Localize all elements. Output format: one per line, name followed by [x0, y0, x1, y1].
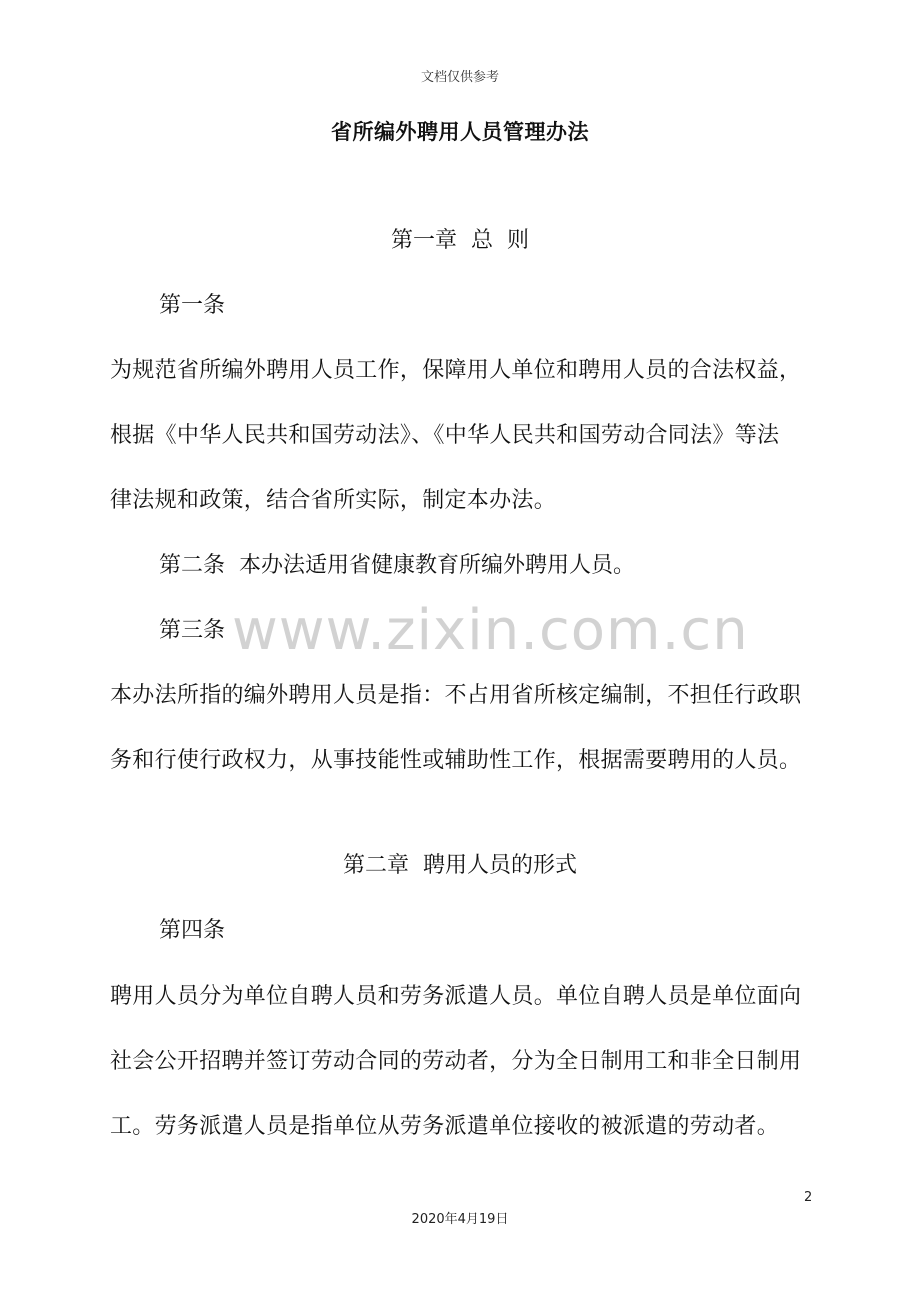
article-4-line-3: 工。劳务派遣人员是指单位从劳务派遣单位接收的被派遣的劳动者。 [110, 1114, 780, 1139]
article-3-line-2: 务和行使行政权力，从事技能性或辅助性工作，根据需要聘用的人员。 [110, 748, 802, 773]
chapter-2-heading: 第二章 聘用人员的形式 [343, 853, 577, 878]
article-1-line-2: 根据《中华人民共和国劳动法》、《中华人民共和国劳动合同法》等法 [110, 423, 780, 448]
document-title: 省所编外聘用人员管理办法 [331, 120, 589, 144]
article-1-label: 第一条 [159, 293, 226, 318]
article-1-line-1: 为规范省所编外聘用人员工作，保障用人单位和聘用人员的合法权益， [110, 358, 802, 383]
footer-date: 2020年4月19日 [411, 1212, 509, 1227]
article-3-line-1: 本办法所指的编外聘用人员是指：不占用省所核定编制，不担任行政职 [110, 683, 802, 708]
article-4-line-2: 社会公开招聘并签订劳动合同的劳动者，分为全日制用工和非全日制用 [110, 1049, 802, 1074]
chapter-1-heading: 第一章 总 则 [391, 228, 529, 253]
article-4-line-1: 聘用人员分为单位自聘人员和劳务派遣人员。单位自聘人员是单位面向 [110, 984, 802, 1009]
article-1-line-3: 律法规和政策，结合省所实际，制定本办法。 [110, 488, 557, 513]
header-note: 文档仅供参考 [420, 70, 499, 85]
watermark-text: www.zixin.com.cn [232, 598, 749, 663]
page-number: 2 [804, 1190, 813, 1205]
article-3-label: 第三条 [159, 618, 226, 643]
article-4-label: 第四条 [159, 918, 226, 943]
article-2-text: 第二条 本办法适用省健康教育所编外聘用人员。 [159, 553, 635, 578]
